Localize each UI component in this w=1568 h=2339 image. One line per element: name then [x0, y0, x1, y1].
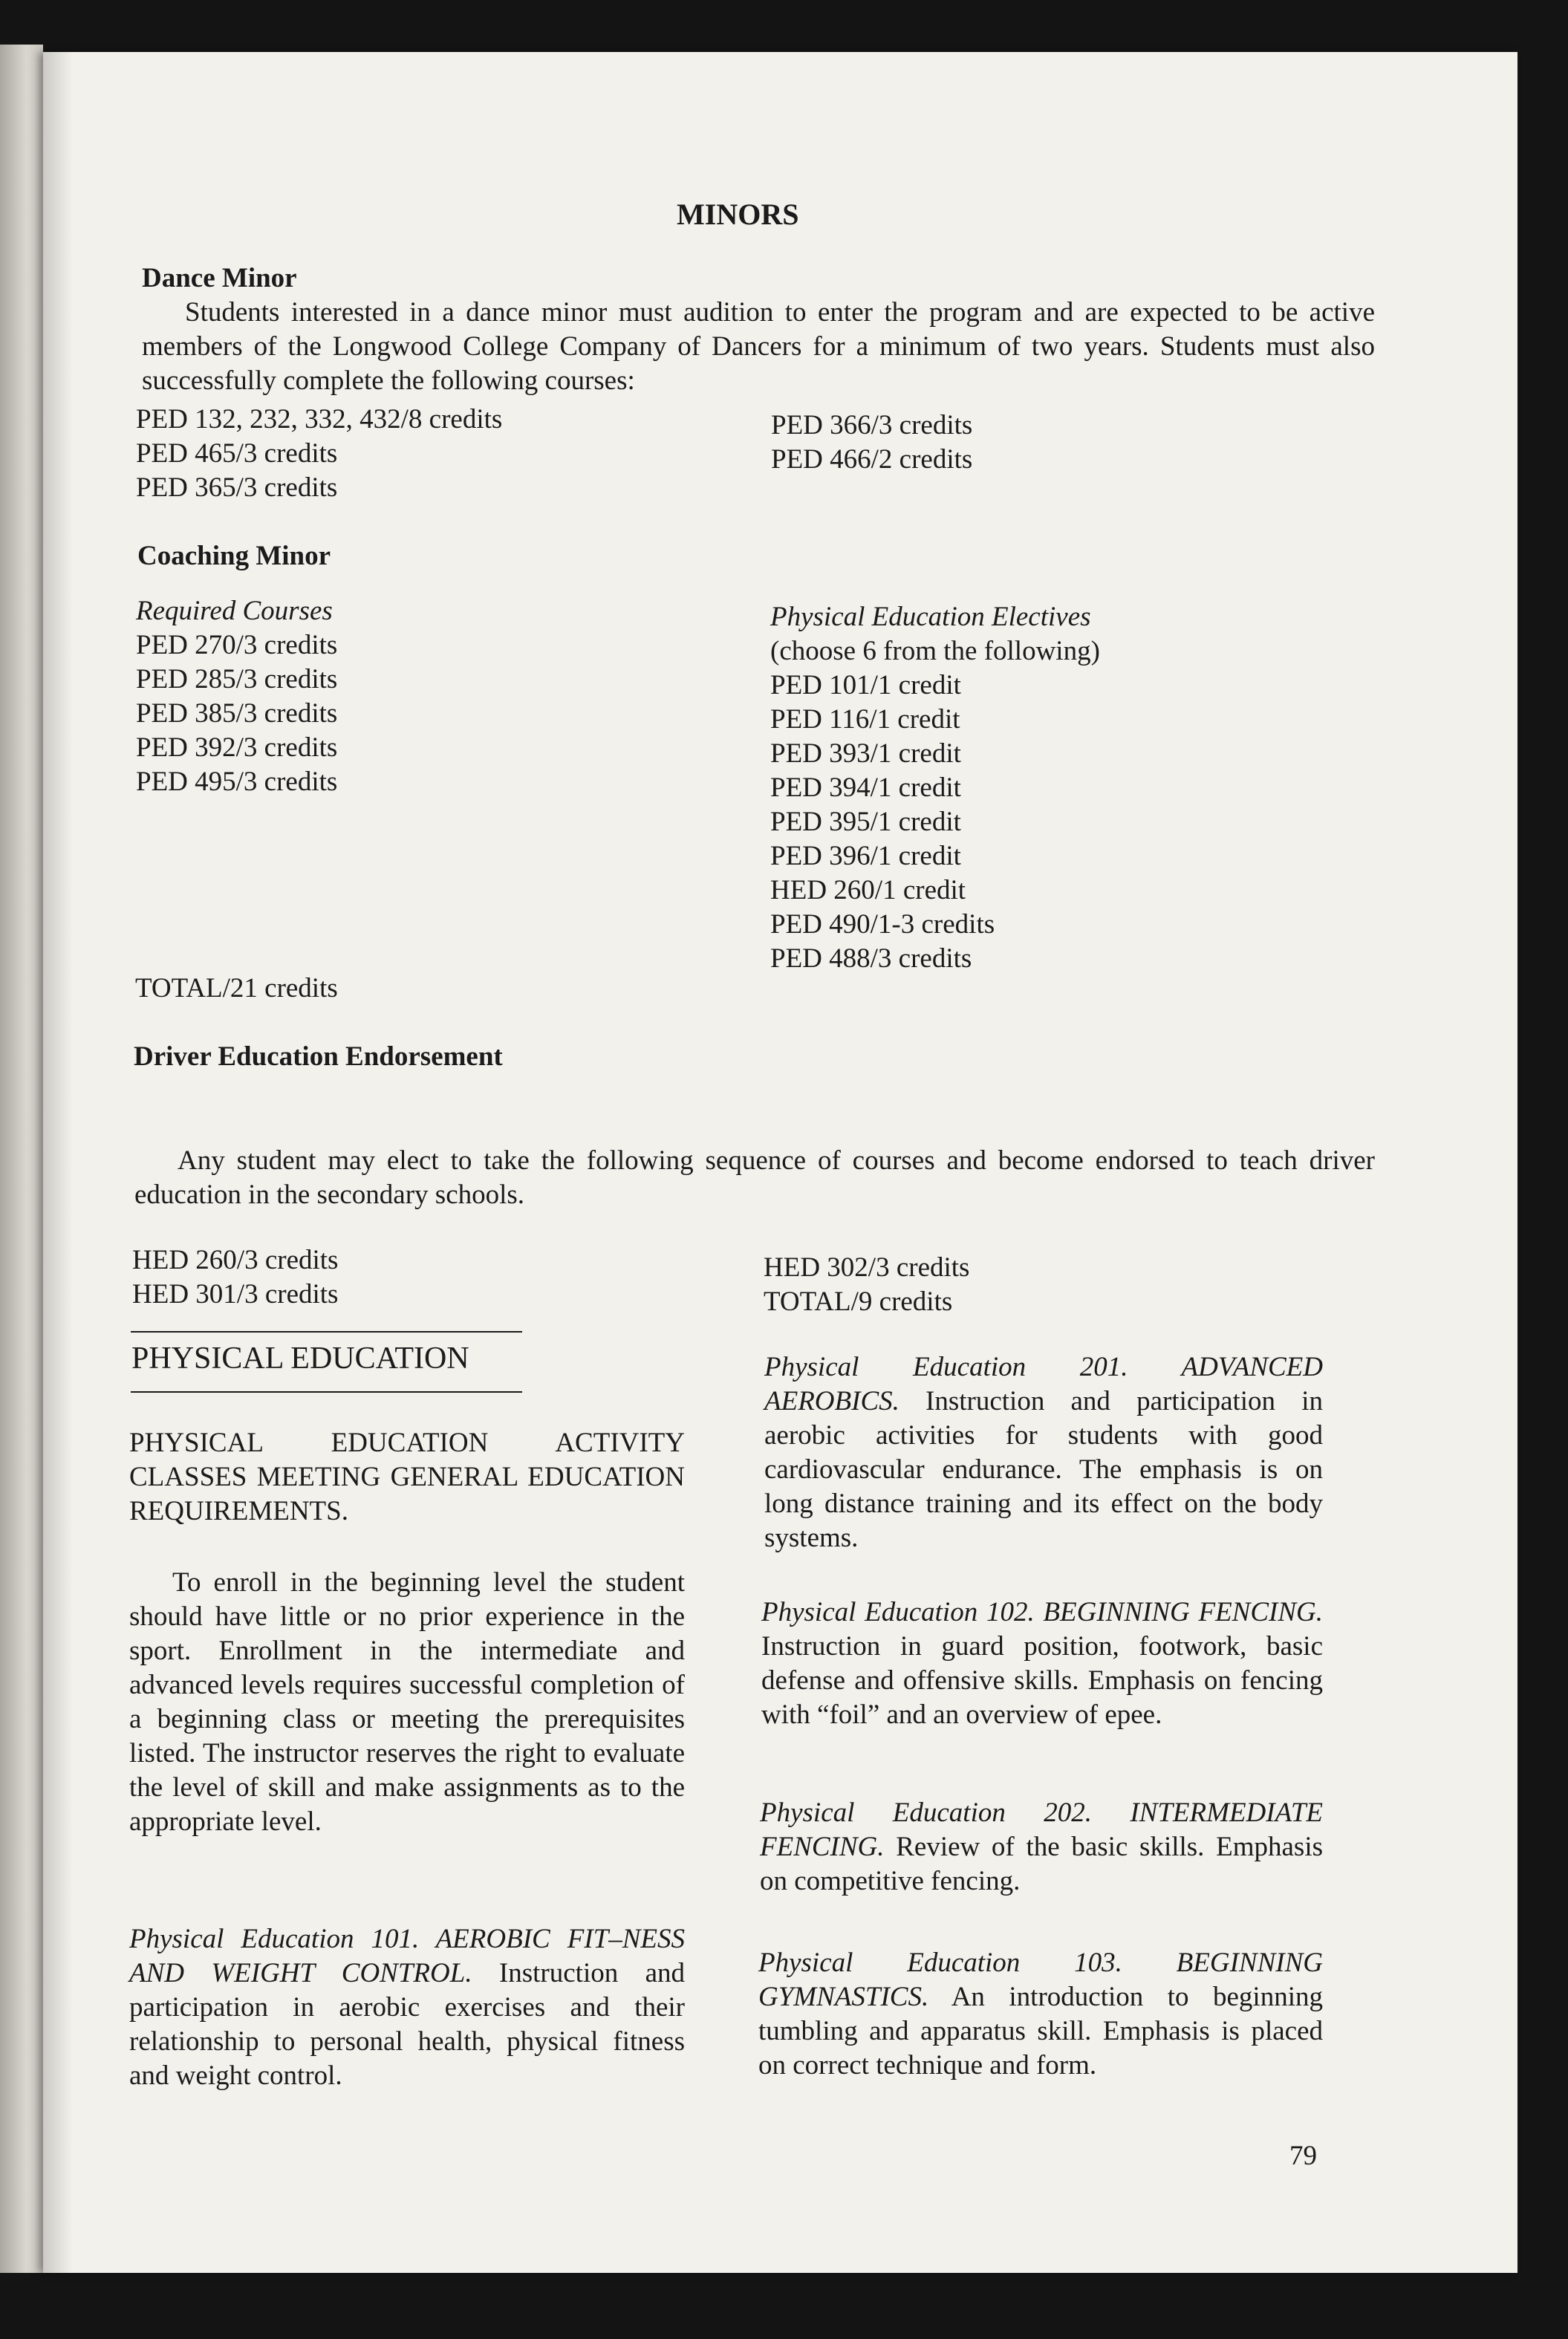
dance-right-courses	[771, 409, 972, 477]
course-entry	[764, 1350, 1323, 1555]
course-line: PED 490/1-3 credits	[770, 909, 995, 940]
course-entry	[758, 1946, 1323, 2083]
course-line: TOTAL/9 credits	[764, 1286, 953, 1317]
course-description: An introduction to beginning tumbling and apparatus skill. Emphasis is placed on correct technique and form.	[758, 1982, 1323, 2081]
course-entry	[129, 1922, 685, 2093]
course-entry	[760, 1796, 1323, 1899]
course-line: PED 392/3 credits	[136, 732, 338, 763]
course-description: Instruction and participation in aerobic activities for students with good cardiovascular endurance. The emphasis is on long distance training and its effect on the body systems.	[764, 1386, 1323, 1553]
course-title: Physical Education 102. BEGINNING FENCING.	[761, 1597, 1323, 1627]
page-number: 79	[1289, 2141, 1317, 2171]
course-description: Instruction in guard position, footwork, basic defense and offensive skills. Emphasis on fencing with “foil” and an overview of epee.	[761, 1631, 1323, 1730]
course-title: Physical Education 201. ADVANCED AEROBICS.	[764, 1352, 1323, 1416]
dance-left-courses	[136, 403, 502, 505]
electives-list	[770, 668, 995, 976]
course-line: PED 365/3 credits	[136, 472, 338, 503]
course-line: HED 260/1 credit	[770, 875, 966, 905]
driver-left-courses	[132, 1243, 338, 1312]
required-courses-heading: Required Courses	[136, 596, 333, 626]
course-line: PED 465/3 credits	[136, 438, 338, 469]
course-line: PED 466/2 credits	[771, 444, 973, 475]
course-line: HED 260/3 credits	[132, 1245, 339, 1275]
electives-note: (choose 6 from the following)	[770, 636, 1100, 666]
course-line: HED 302/3 credits	[764, 1252, 970, 1283]
course-line: PED 396/1 credit	[770, 841, 961, 871]
pe-title: PHYSICAL EDUCATION	[131, 1341, 469, 1376]
course-line: PED 285/3 credits	[136, 664, 338, 694]
previous-page-edge	[0, 45, 43, 2273]
course-line: PED 366/3 credits	[771, 410, 973, 440]
course-line: PED 101/1 credit	[770, 670, 961, 700]
course-line: PED 393/1 credit	[770, 738, 961, 769]
course-description: Review of the basic skills. Emphasis on competitive fencing.	[760, 1832, 1323, 1896]
course-title: Physical Education 202. INTERMEDIATE FENCING.	[760, 1798, 1323, 1862]
pe-title-rule-top	[131, 1331, 522, 1333]
driver-education-heading: Driver Education Endorsement	[134, 1041, 503, 1072]
course-entry	[761, 1595, 1323, 1732]
gutter-shadow	[43, 52, 73, 2273]
required-courses-list	[136, 628, 337, 799]
electives-heading: Physical Education Electives	[770, 602, 1091, 632]
course-line: PED 394/1 credit	[770, 772, 961, 803]
pe-activity-subheading: PHYSICAL EDUCATION ACTIVITY CLASSES MEETING GENERAL EDUCATION REQUIREMENTS.	[129, 1428, 685, 1526]
course-line: PED 270/3 credits	[136, 630, 338, 660]
dance-minor-intro: Students interested in a dance minor must audition to enter the program and are expected to be active members of the Longwood College Company of Dancers for a minimum of two years. Students must also successfully complete the following courses:	[142, 297, 1375, 396]
driver-education-intro: Any student may elect to take the following sequence of courses and become endorsed to teach driver education in the secondary schools.	[134, 1145, 1375, 1210]
course-title: Physical Education 101. AEROBIC FIT–NESS AND WEIGHT CONTROL.	[129, 1924, 685, 1988]
driver-right-courses	[764, 1251, 969, 1319]
pe-enrollment-text: To enroll in the beginning level the student should have little or no prior experience in the sport. Enrollment in the intermediate and advanced levels requires successful completion of a beginning class or meeting the prerequisites listed. The instructor reserves the right to evaluate the level of skill and make assignments as to the appropriate level.	[129, 1567, 685, 1837]
course-description: Instruction and participation in aerobic exercises and their relationship to personal health, physical fitness and weight control.	[129, 1958, 685, 2091]
course-line: PED 132, 232, 332, 432/8 credits	[136, 404, 503, 435]
course-line: PED 488/3 credits	[770, 943, 972, 974]
pe-title-rule-bottom	[131, 1391, 522, 1393]
minors-title: MINORS	[677, 198, 799, 231]
coaching-minor-heading: Coaching Minor	[137, 541, 331, 571]
dance-minor-heading: Dance Minor	[142, 263, 297, 293]
course-title: Physical Education 103. BEGINNING GYMNASTICS.	[758, 1948, 1323, 2012]
book-page	[43, 52, 1517, 2273]
course-line: HED 301/3 credits	[132, 1279, 339, 1310]
course-line: PED 495/3 credits	[136, 767, 338, 797]
course-line: PED 385/3 credits	[136, 698, 338, 729]
course-line: PED 395/1 credit	[770, 807, 961, 837]
course-line: PED 116/1 credit	[770, 704, 960, 735]
coaching-total: TOTAL/21 credits	[135, 973, 338, 1003]
